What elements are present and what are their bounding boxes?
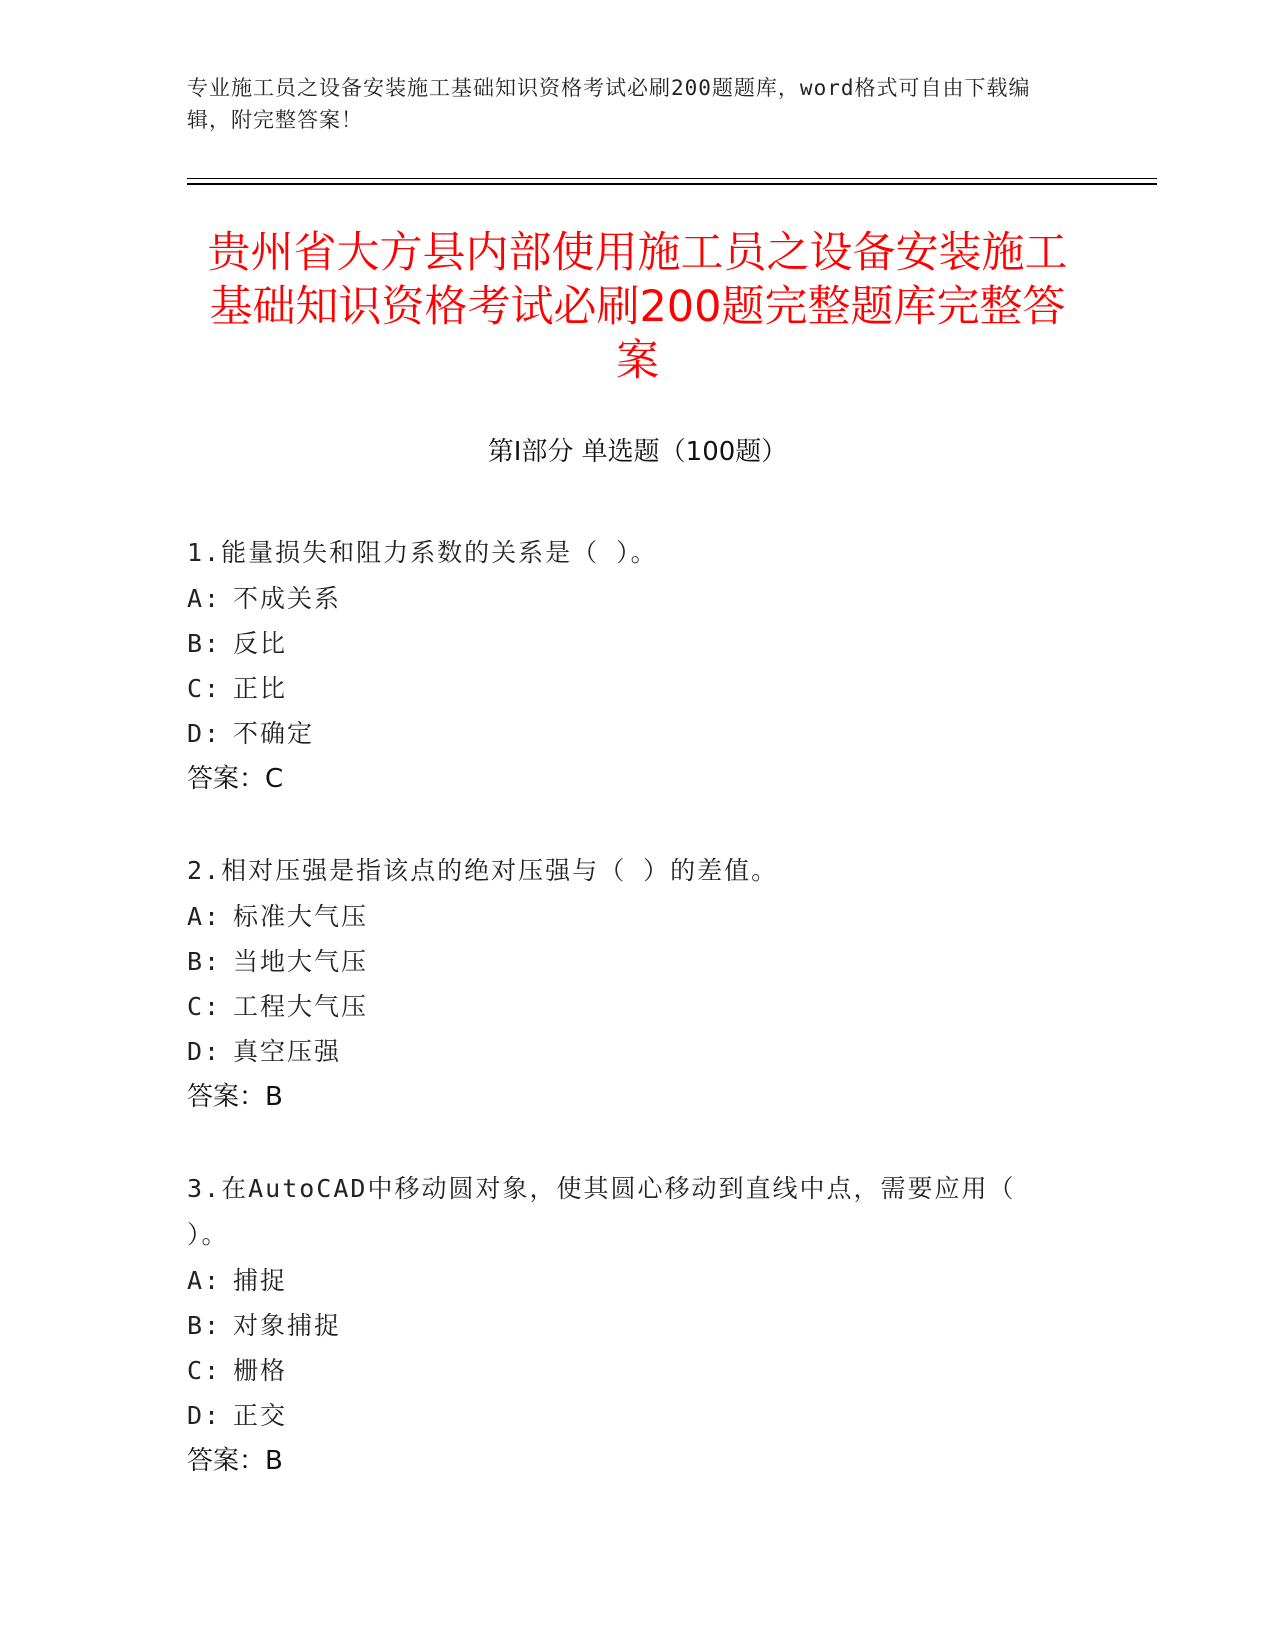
option-letter: D:	[187, 1037, 222, 1066]
section-heading: 第I部分 单选题（100题）	[487, 437, 788, 467]
option-letter: C:	[187, 674, 222, 703]
answer-value: B	[265, 1082, 283, 1112]
answer-label: 答案：	[187, 1082, 266, 1112]
answer-label: 答案：	[187, 764, 266, 794]
question-stem: 2.相对压强是指该点的绝对压强与（ ）的差值。	[187, 856, 779, 885]
option-letter: A:	[187, 1266, 222, 1295]
document-title: 贵州省大方县内部使用施工员之设备安装施工基础知识资格考试必刷200题完整题库完整答案	[207, 228, 1068, 386]
option-text: 工程大气压	[233, 992, 369, 1021]
option-b	[187, 1303, 1067, 1348]
option-d	[187, 711, 1067, 756]
option-c	[187, 666, 1067, 711]
question-item	[187, 1166, 1067, 1484]
question-stem: 3.在AutoCAD中移动圆对象，使其圆心移动到直线中点，需要应用（ ）。	[187, 1174, 1016, 1249]
question-item	[187, 530, 1067, 802]
option-text: 捕捉	[233, 1266, 288, 1295]
option-text: 正交	[233, 1401, 288, 1430]
answer-value: C	[265, 764, 284, 794]
option-c	[187, 984, 1067, 1029]
header-rule-thin	[187, 178, 1157, 179]
answer-line	[187, 1438, 1067, 1484]
option-letter: C:	[187, 992, 222, 1021]
option-letter: A:	[187, 902, 222, 931]
option-letter: B:	[187, 947, 222, 976]
option-text: 标准大气压	[233, 902, 369, 931]
option-a	[187, 894, 1067, 939]
option-b	[187, 621, 1067, 666]
option-d	[187, 1029, 1067, 1074]
option-a	[187, 576, 1067, 621]
option-letter: B:	[187, 1311, 222, 1340]
option-b	[187, 939, 1067, 984]
answer-label: 答案：	[187, 1446, 266, 1476]
question-list	[187, 530, 1067, 1530]
option-text: 当地大气压	[233, 947, 369, 976]
option-d	[187, 1393, 1067, 1438]
option-text: 不成关系	[233, 584, 342, 613]
header-rule-thick	[187, 183, 1157, 185]
option-letter: D:	[187, 1401, 222, 1430]
option-text: 对象捕捉	[233, 1311, 342, 1340]
option-letter: A:	[187, 584, 222, 613]
answer-line	[187, 756, 1067, 802]
option-text: 反比	[233, 629, 288, 658]
option-text: 栅格	[233, 1356, 288, 1385]
option-letter: C:	[187, 1356, 222, 1385]
option-a	[187, 1258, 1067, 1303]
option-text: 正比	[233, 674, 288, 703]
option-letter: B:	[187, 629, 222, 658]
question-stem: 1.能量损失和阻力系数的关系是（ ）。	[187, 538, 658, 567]
question-item	[187, 848, 1067, 1120]
option-text: 真空压强	[233, 1037, 342, 1066]
option-text: 不确定	[233, 719, 315, 748]
header-note: 专业施工员之设备安装施工基础知识资格考试必刷200题题库，word格式可自由下载编辑，附完整答案！	[187, 76, 1031, 132]
answer-line	[187, 1074, 1067, 1120]
option-c	[187, 1348, 1067, 1393]
option-letter: D:	[187, 719, 222, 748]
answer-value: B	[265, 1446, 283, 1476]
